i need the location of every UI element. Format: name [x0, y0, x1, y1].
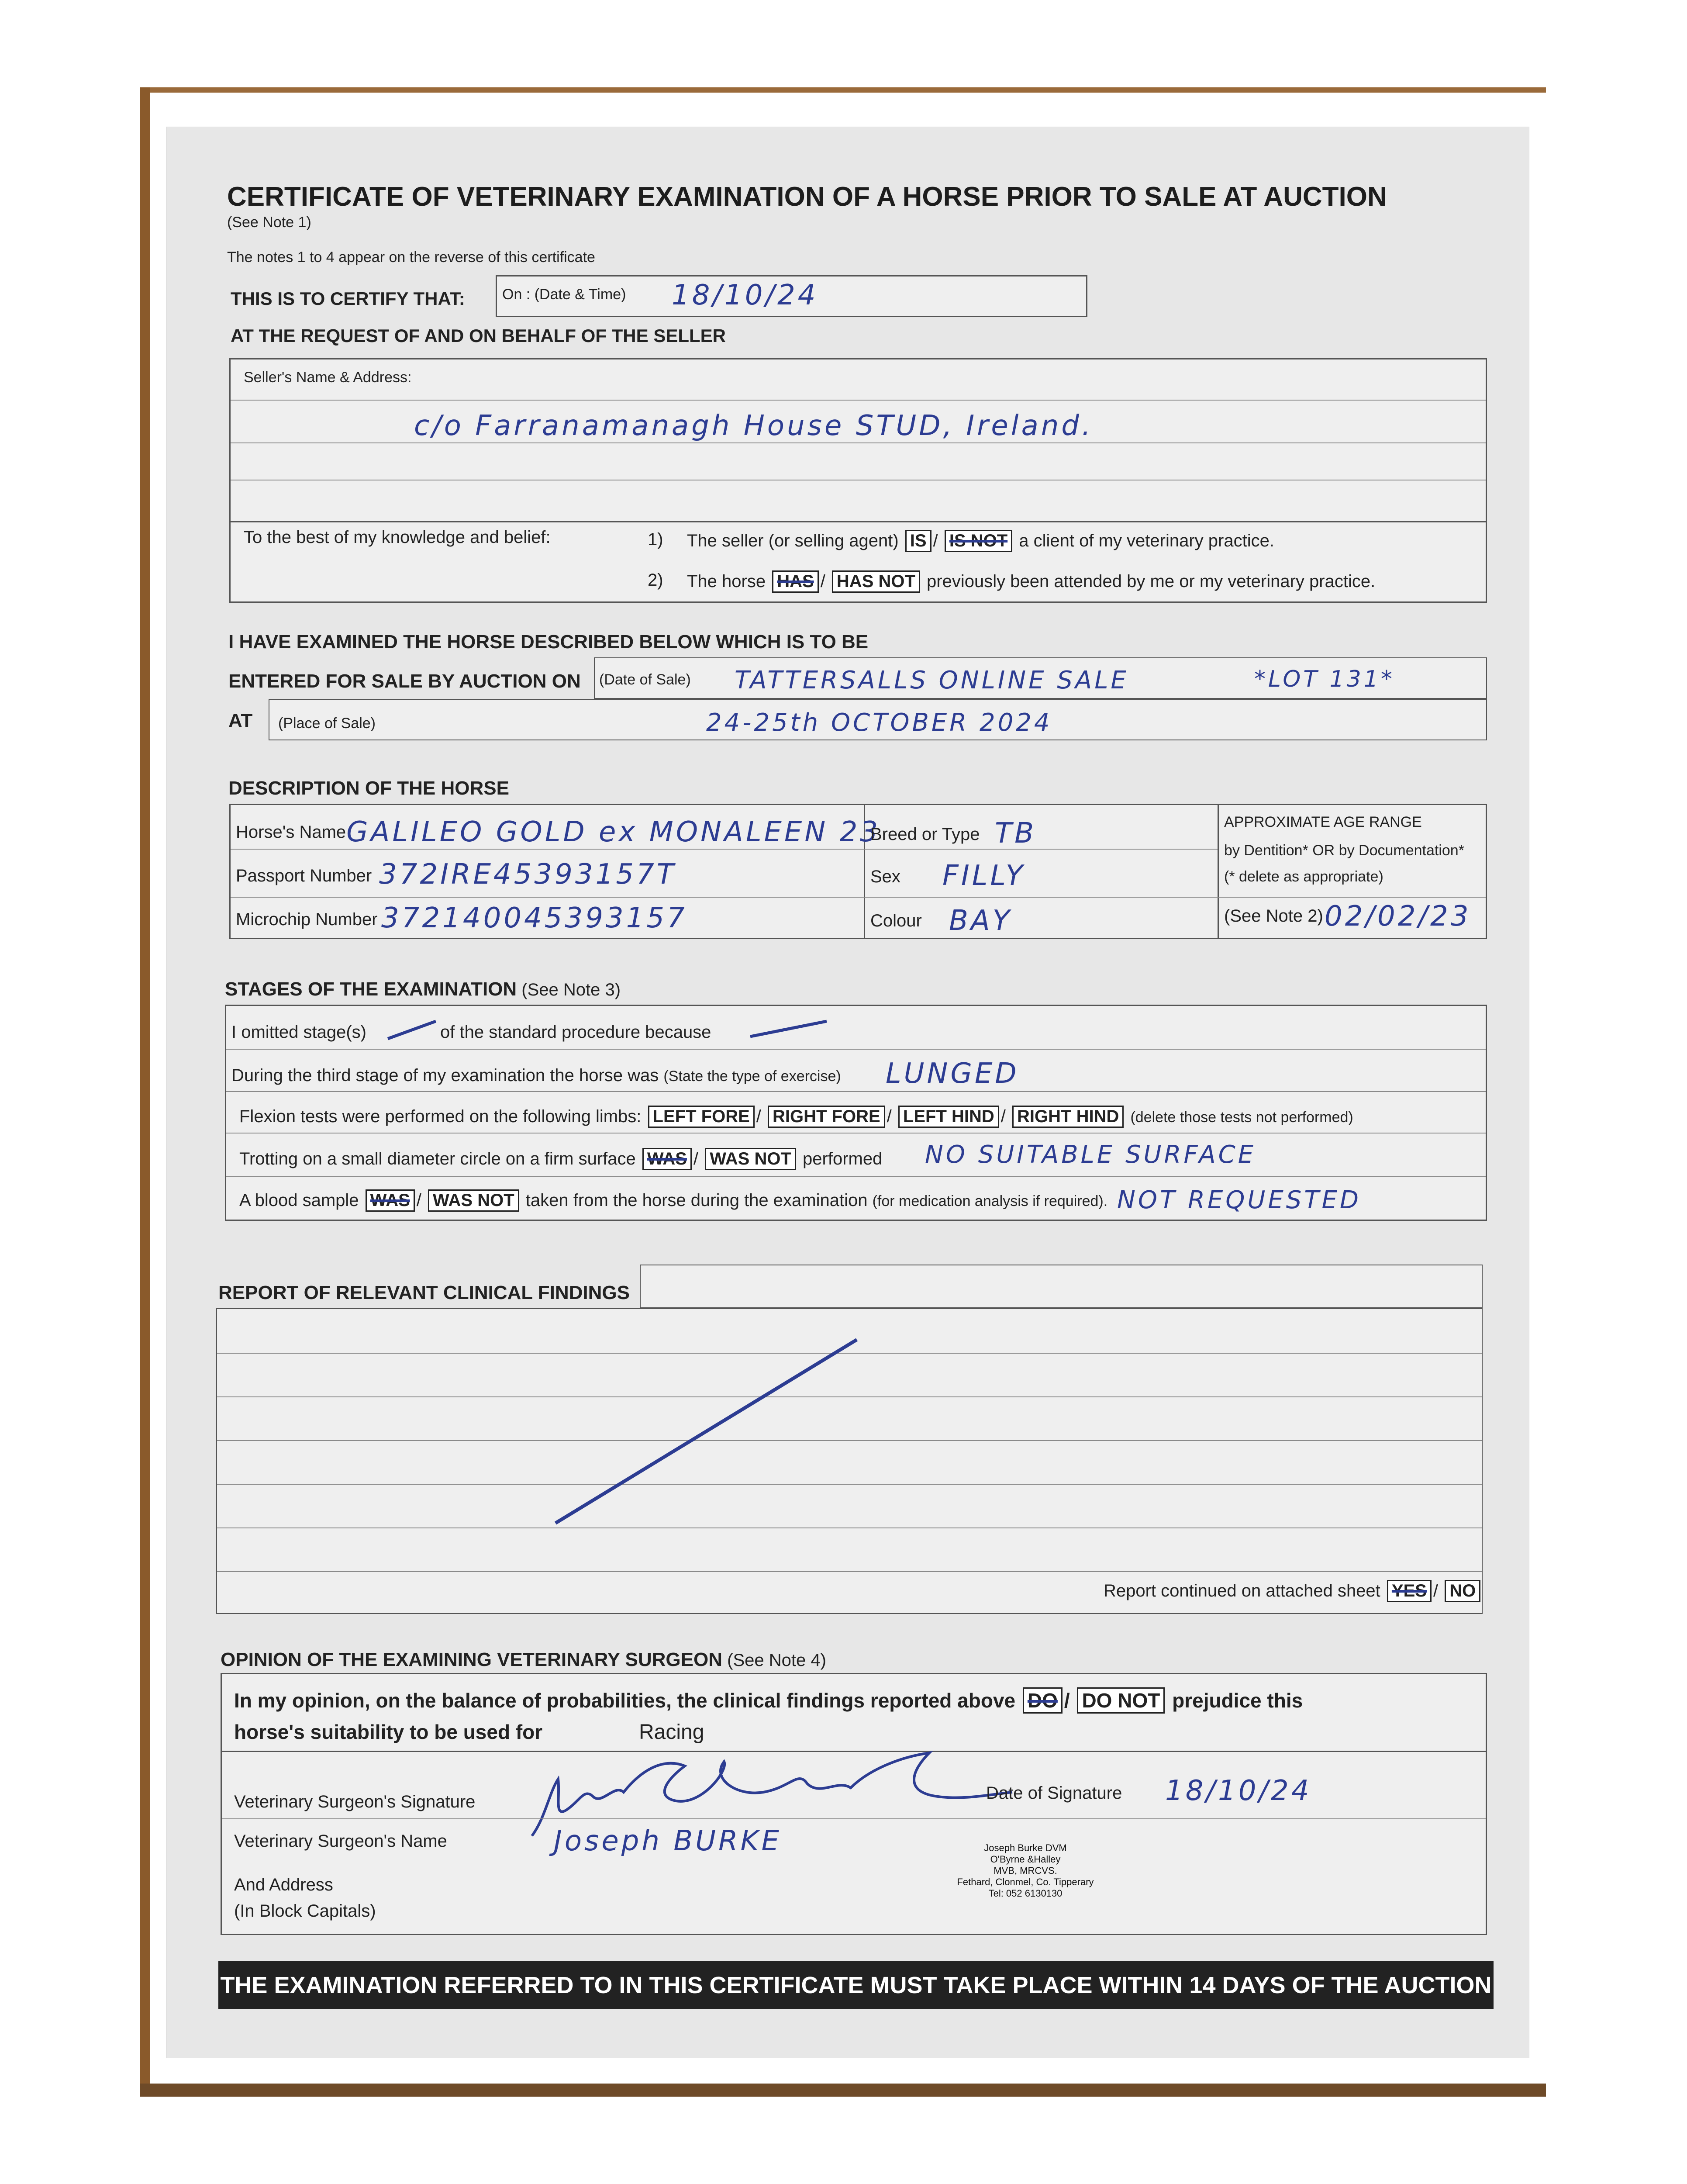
colour-value[interactable]: BAY — [949, 905, 1012, 937]
flexion-right-fore[interactable]: RIGHT FORE — [768, 1106, 885, 1128]
omitted-post: of the standard procedure because — [440, 1023, 711, 1042]
blood-was-not-option[interactable]: WAS NOT — [428, 1189, 519, 1212]
page-title: CERTIFICATE OF VETERINARY EXAMINATION OF A HORSE PRIOR TO SALE AT AUCTION — [227, 182, 1387, 212]
omitted-reason-dash — [746, 1013, 833, 1043]
stages-table — [225, 1005, 1487, 1221]
report-continued-label: Report continued on attached sheet — [1104, 1581, 1380, 1600]
item2-post: previously been attended by me or my veterinary practice. — [927, 572, 1376, 591]
horse-name-value[interactable]: GALILEO GOLD ex MONALEEN 23 — [346, 816, 880, 848]
request-label: AT THE REQUEST OF AND ON BEHALF OF THE SELLER — [231, 325, 726, 346]
item2-has-option[interactable]: HAS — [772, 570, 818, 593]
vet-name-label: Veterinary Surgeon's Name — [234, 1832, 447, 1851]
sex-label: Sex — [870, 867, 900, 886]
passport-value[interactable]: 372IRE45393157T — [379, 858, 676, 891]
footer-banner: THE EXAMINATION REFERRED TO IN THIS CERTIFICATE MUST TAKE PLACE WITHIN 14 DAYS OF THE AUCTION — [218, 1961, 1494, 2009]
age-note: (See Note 2) — [1224, 906, 1323, 926]
sale-entered-label: ENTERED FOR SALE BY AUCTION ON — [228, 670, 581, 692]
age-by: by Dentition* OR by Documentation* — [1224, 842, 1464, 859]
practice-stamp — [938, 1842, 1113, 1899]
stamp-line: O'Byrne &Halley — [990, 1854, 1061, 1865]
trotting-post: performed — [803, 1149, 883, 1168]
trotting-row: Trotting on a small diameter circle on a firm surface WAS / WAS NOT performed — [239, 1148, 882, 1170]
sale-place-label: (Place of Sale) — [278, 715, 376, 732]
report-yes-option[interactable]: YES — [1387, 1580, 1432, 1602]
flexion-pre: Flexion tests were performed on the following limbs: — [239, 1107, 642, 1126]
report-heading-field — [640, 1265, 1483, 1308]
sale-place-value: 24-25th OCTOBER 2024 — [706, 708, 1052, 737]
date-sig-label: Date of Signature — [986, 1783, 1122, 1803]
item1-post: a client of my veterinary practice. — [1019, 531, 1274, 550]
microchip-label: Microchip Number — [236, 910, 378, 929]
colour-label: Colour — [870, 911, 922, 930]
opinion-use-value[interactable]: Racing — [639, 1721, 704, 1744]
vet-name-value[interactable]: Joseph BURKE — [554, 1825, 782, 1857]
sale-date-value: TATTERSALLS ONLINE SALE — [735, 666, 1129, 695]
age-value[interactable]: 02/02/23 — [1325, 900, 1471, 933]
date-sig-value[interactable]: 18/10/24 — [1165, 1775, 1312, 1807]
item1-is-option[interactable]: IS — [905, 530, 931, 552]
knowledge-item1: The seller (or selling agent) IS / IS NOT a client of my veterinary practice. — [687, 530, 1274, 552]
blood-row: A blood sample WAS / WAS NOT taken from the horse during the examination (for medication analysis if required). — [239, 1189, 1107, 1212]
seller-label: Seller's Name & Address: — [244, 369, 412, 386]
report-area[interactable] — [216, 1308, 1483, 1614]
opinion-heading-text: OPINION OF THE EXAMINING VETERINARY SURGEON — [221, 1649, 723, 1670]
sale-at-label: AT — [228, 710, 253, 731]
flexion-post: (delete those tests not performed) — [1130, 1109, 1353, 1126]
description-heading: DESCRIPTION OF THE HORSE — [228, 778, 509, 799]
vet-address-label: And Address — [234, 1875, 333, 1894]
table-edge-bottom — [140, 2084, 1546, 2097]
knowledge-label: To the best of my knowledge and belief: — [244, 528, 551, 547]
stamp-line: MVB, MRCVS. — [994, 1865, 1057, 1876]
microchip-value[interactable]: 372140045393157 — [381, 902, 687, 934]
trotting-pre: Trotting on a small diameter circle on a firm surface — [239, 1149, 636, 1168]
trotting-was-option[interactable]: WAS — [642, 1148, 692, 1170]
flexion-left-fore[interactable]: LEFT FORE — [648, 1106, 755, 1128]
report-strike-line — [549, 1333, 863, 1530]
age-delete: (* delete as appropriate) — [1224, 868, 1383, 885]
opinion-do-option[interactable]: DO — [1023, 1687, 1063, 1714]
examined-label: I HAVE EXAMINED THE HORSE DESCRIBED BELOW WHICH IS TO BE — [228, 631, 869, 653]
opinion-do-not-option[interactable]: DO NOT — [1077, 1687, 1165, 1714]
breed-label: Breed or Type — [870, 825, 980, 844]
breed-value[interactable]: TB — [995, 817, 1036, 850]
blood-post: taken from the horse during the examination — [525, 1191, 868, 1210]
flexion-row: Flexion tests were performed on the following limbs: LEFT FORE / RIGHT FORE / LEFT HIND / RIGHT HIND (delete those tests not performed) — [239, 1106, 1353, 1128]
item2-has-not-option[interactable]: HAS NOT — [832, 570, 920, 593]
horse-name-label: Horse's Name — [236, 822, 346, 842]
stages-heading-note: (See Note 3) — [521, 980, 621, 999]
sale-date-label: (Date of Sale) — [599, 671, 691, 688]
sale-lot-value: *LOT 131* — [1254, 666, 1395, 692]
blood-was-option[interactable]: WAS — [366, 1189, 415, 1212]
sale-date-field[interactable] — [594, 657, 1487, 699]
description-table — [229, 804, 1487, 939]
certify-on-label: On : (Date & Time) — [502, 286, 626, 303]
trotting-value[interactable]: NO SUITABLE SURFACE — [925, 1140, 1256, 1169]
signature-label: Veterinary Surgeon's Signature — [234, 1792, 476, 1811]
knowledge-item1-num: 1) — [648, 530, 663, 549]
flexion-left-hind[interactable]: LEFT HIND — [898, 1106, 999, 1128]
age-heading: APPROXIMATE AGE RANGE — [1224, 814, 1422, 830]
stages-heading-text: STAGES OF THE EXAMINATION — [225, 978, 517, 1000]
omitted-pre: I omitted stage(s) — [231, 1023, 367, 1042]
passport-label: Passport Number — [236, 866, 372, 885]
certify-date-field[interactable] — [496, 275, 1087, 317]
opinion-line1-post: prejudice this — [1172, 1689, 1303, 1712]
flexion-right-hind[interactable]: RIGHT HIND — [1012, 1106, 1124, 1128]
report-no-option[interactable]: NO — [1445, 1580, 1480, 1602]
blood-pre: A blood sample — [239, 1191, 359, 1210]
notes-line: The notes 1 to 4 appear on the reverse of this certificate — [227, 249, 595, 266]
table-edge-left — [140, 87, 150, 2097]
sex-value[interactable]: FILLY — [942, 860, 1025, 892]
item2-pre: The horse — [687, 572, 766, 591]
see-note-1: (See Note 1) — [227, 214, 311, 231]
trotting-was-not-option[interactable]: WAS NOT — [705, 1148, 796, 1170]
knowledge-item2-num: 2) — [648, 570, 663, 590]
vet-capitals-label: (In Block Capitals) — [234, 1901, 376, 1921]
item1-pre: The seller (or selling agent) — [687, 531, 899, 550]
certify-label: THIS IS TO CERTIFY THAT: — [231, 288, 465, 309]
knowledge-item2: The horse HAS / HAS NOT previously been attended by me or my veterinary practice. — [687, 570, 1375, 593]
stages-heading — [225, 978, 621, 1000]
opinion-heading-note: (See Note 4) — [727, 1651, 826, 1670]
third-stage-value[interactable]: LUNGED — [886, 1057, 1019, 1090]
opinion-line1-pre: In my opinion, on the balance of probabilities, the clinical findings reported above — [234, 1689, 1016, 1712]
opinion-heading — [221, 1649, 826, 1671]
stamp-line: Fethard, Clonmel, Co. Tipperary — [957, 1876, 1094, 1887]
blood-value[interactable]: NOT REQUESTED — [1117, 1186, 1361, 1214]
opinion-line2: horse's suitability to be used for — [234, 1721, 543, 1743]
seller-value[interactable]: c/o Farranamanagh House STUD, Ireland. — [414, 410, 1094, 442]
stamp-line: Tel: 052 6130130 — [988, 1888, 1063, 1899]
third-stage-note: (State the type of exercise) — [663, 1068, 841, 1085]
table-edge-top — [140, 87, 1546, 93]
seller-box — [229, 358, 1487, 603]
certify-on-value: 18/10/24 — [672, 279, 818, 311]
blood-note: (for medication analysis if required). — [872, 1193, 1108, 1209]
opinion-box — [221, 1673, 1487, 1935]
stamp-line: Joseph Burke DVM — [984, 1842, 1067, 1853]
opinion-line1: In my opinion, on the balance of probabilities, the clinical findings reported above DO / DO NOT prejudice this — [234, 1687, 1303, 1714]
sale-place-field[interactable] — [269, 699, 1487, 740]
omitted-stage-dash — [383, 1015, 440, 1045]
report-heading: REPORT OF RELEVANT CLINICAL FINDINGS — [218, 1282, 630, 1303]
third-stage-text: During the third stage of my examination the horse was — [231, 1066, 659, 1085]
third-stage-label — [231, 1066, 841, 1085]
report-continued: Report continued on attached sheet YES / NO — [1104, 1580, 1482, 1602]
item1-is-not-option[interactable]: IS NOT — [945, 530, 1012, 552]
